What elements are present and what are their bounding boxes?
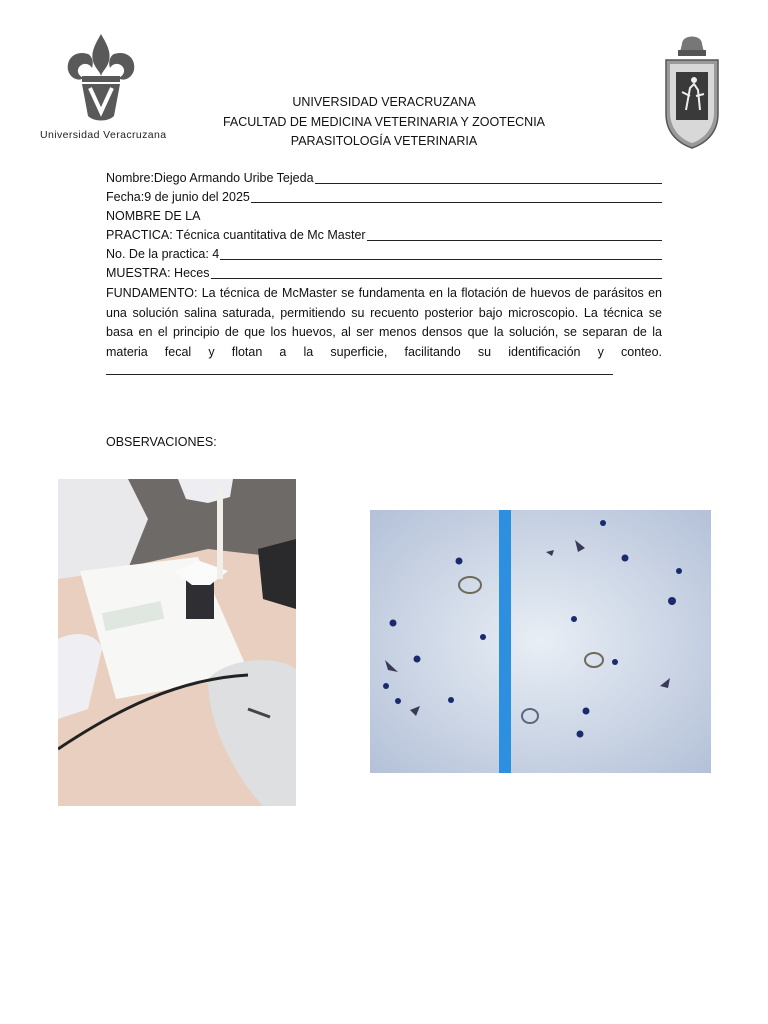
field-muestra [106,264,662,283]
field-nombre-text: Nombre:Diego Armando Uribe Tejeda [106,171,314,185]
field-no-practica [106,245,662,264]
uv-emblem-icon [64,32,138,124]
underline [106,364,613,375]
field-nombre [106,169,662,188]
field-practica [106,226,662,245]
field-nombre-de-la [106,207,662,226]
logo-caption: Universidad Veracruzana [40,129,167,141]
university-logo [40,32,168,144]
practice-form [106,169,662,382]
faculty-seal-icon [660,30,724,152]
header-university: UNIVERSIDAD VERACRUZANA [292,95,476,109]
lab-photo-icon [58,479,296,806]
header-faculty: FACULTAD DE MEDICINA VETERINARIA Y ZOOTECNIA [222,114,546,129]
underline [211,264,663,279]
field-practica-text: PRACTICA: Técnica cuantitativa de Mc Master [106,228,366,242]
microscope-photo [370,510,711,773]
underline [251,188,662,203]
field-fundamento [106,284,662,382]
fundamento-text: FUNDAMENTO: La técnica de McMaster se fundamenta en la flotación de huevos de parásitos en una solución salina saturada, permitiendo su recuento posterior bajo microscopio. La técnica se basa en el principio de que los huevos, al ser menos densos que la solución, se separan de la materia fecal y flotan a la superficie, facilitando su identificación y conteo. [106,286,662,359]
underline [367,226,662,241]
field-fecha-text: Fecha:9 de junio del 2025 [106,190,250,204]
observaciones-label: OBSERVACIONES: [106,435,217,449]
lab-photo [58,479,296,806]
faculty-seal [660,30,724,152]
header-subject: PARASITOLOGÍA VETERINARIA [290,134,478,148]
field-fecha [106,188,662,207]
microscope-photo-icon [370,510,711,773]
underline [315,169,662,184]
field-muestra-text: MUESTRA: Heces [106,266,210,280]
underline [220,245,662,260]
document-header [200,93,568,152]
field-nombre-de-la-text: NOMBRE DE LA [106,209,201,223]
field-no-practica-text: No. De la practica: 4 [106,247,220,261]
